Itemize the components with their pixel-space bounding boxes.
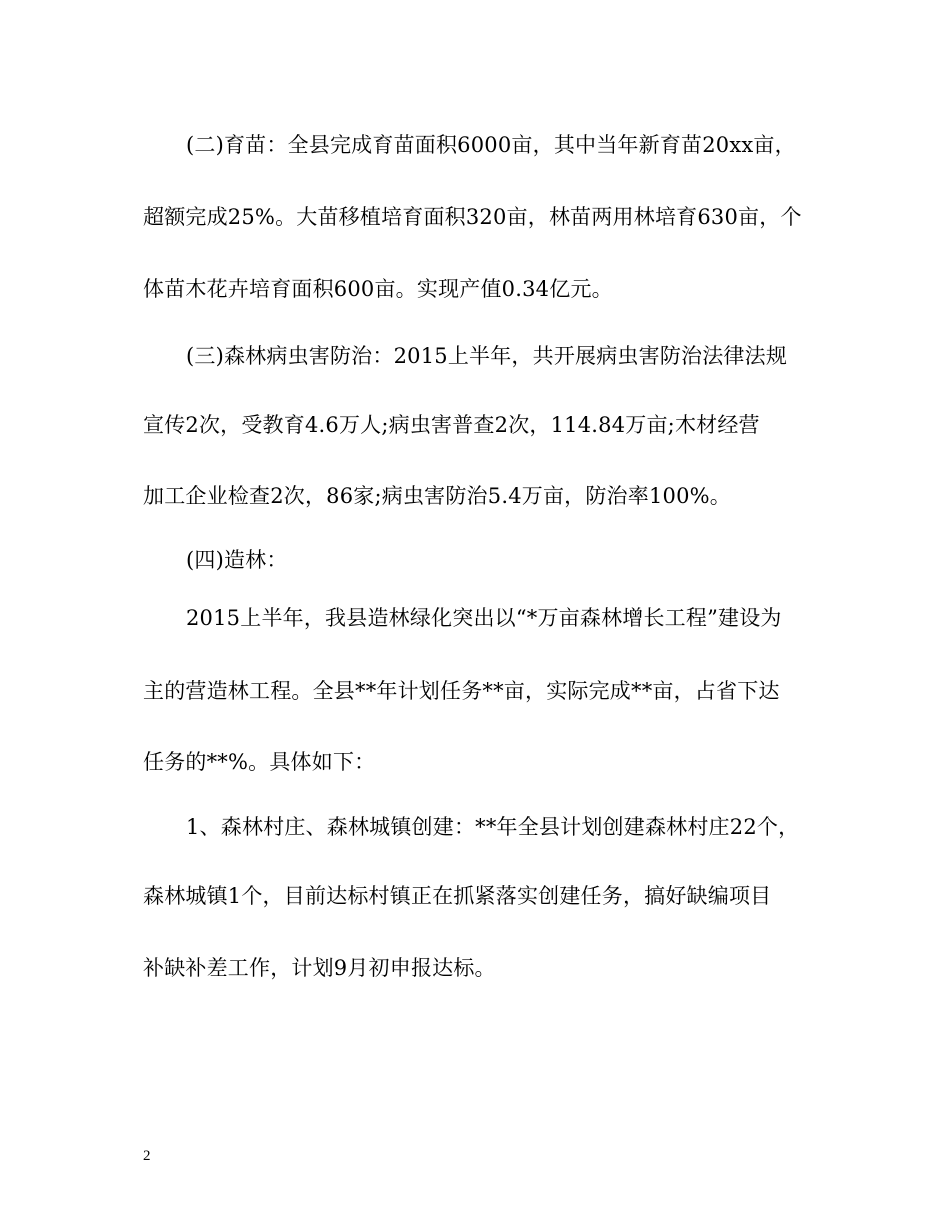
paragraph-pest-control-line-2: 宣传2次，受教育4.6万人;病虫害普查2次，114.84万亩;木材经营 [143,413,760,437]
section-heading-afforestation: (四)造林： [186,548,288,572]
paragraph-forest-village-line-1: 1、森林村庄、森林城镇创建：**年全县计划创建森林村庄22个， [186,815,800,839]
paragraph-forest-village-line-3: 补缺补差工作，计划9月初申报达标。 [143,956,496,980]
paragraph-afforestation-line-1: 2015上半年，我县造林绿化突出以“*万亩森林增长工程”建设为 [186,606,782,630]
page-number: 2 [143,1148,151,1164]
paragraph-forest-village-line-2: 森林城镇1个，目前达标村镇正在抓紧落实创建任务，搞好缺编项目 [143,884,772,908]
paragraph-pest-control-line-3: 加工企业检查2次，86家;病虫害防治5.4万亩，防治率100%。 [143,484,731,508]
paragraph-nursery-line-2: 超额完成25%。大苗移植培育面积320亩，林苗两用林培育630亩，个 [143,205,802,229]
paragraph-nursery-line-1: (二)育苗：全县完成育苗面积6000亩，其中当年新育苗20xx亩， [186,133,796,157]
paragraph-afforestation-line-3: 任务的**%。具体如下： [143,750,376,774]
paragraph-pest-control-line-1: (三)森林病虫害防治：2015上半年，共开展病虫害防治法律法规 [186,344,788,368]
paragraph-afforestation-line-2: 主的营造林工程。全县**年计划任务**亩，实际完成**亩，占省下达 [143,679,780,703]
paragraph-nursery-line-3: 体苗木花卉培育面积600亩。实现产值0.34亿元。 [143,277,613,301]
